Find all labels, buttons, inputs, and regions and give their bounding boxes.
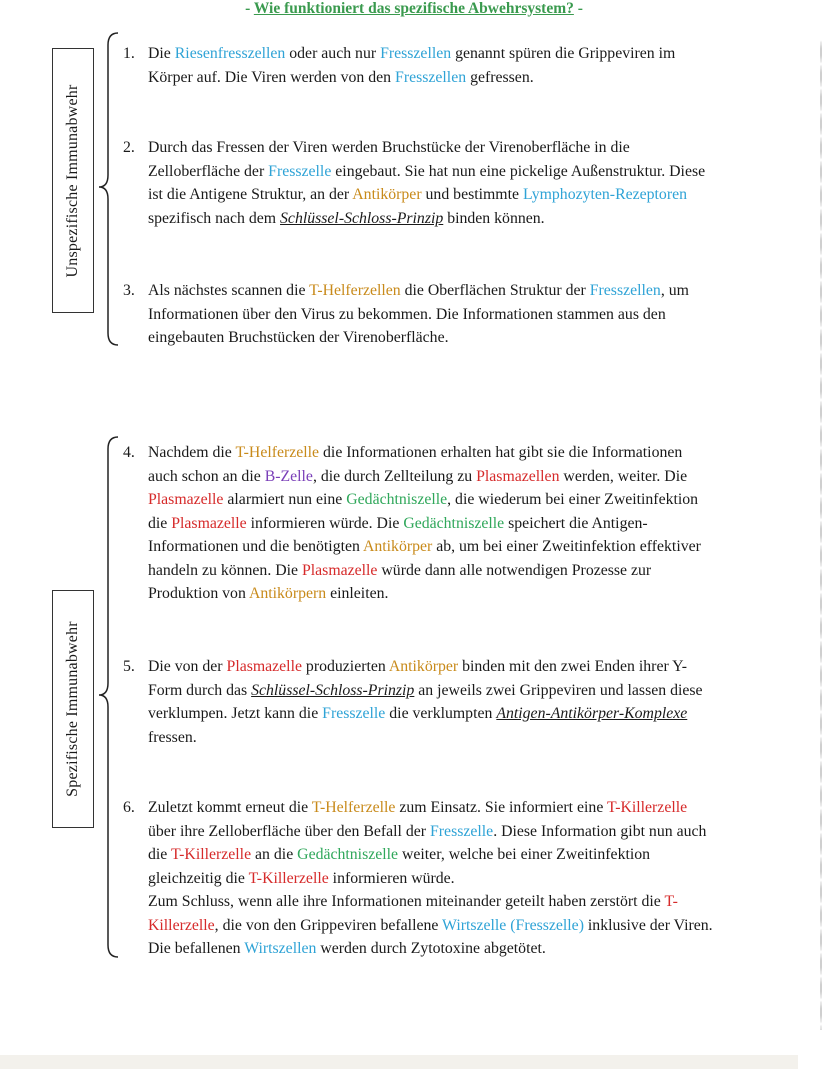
text-run: Zuletzt kommt erneut die [148,799,312,816]
term-blue: Fresszellen [589,282,661,299]
item-number: 5. [123,658,135,675]
term-blue: Fresszellen [395,68,467,86]
text-run: alarmiert nun eine [223,491,347,508]
term-orange: Antikörper [362,538,433,555]
text-run: die Oberflächen Struktur der [400,282,590,299]
item-number: 3. [123,282,135,299]
term-ul: Schlüssel-Schloss-Prinzip [251,681,415,699]
term-red: Plasmazelle [148,491,224,508]
text-run: Die von der [148,658,227,675]
term-blue: Fresszelle [268,162,332,180]
text-run: produzierten [301,658,389,675]
text-run: , um Informationen über den Virus zu bekommen. Die Informationen stammen aus den eingebauten Bruchstücken der Virenoberfläche. [148,282,689,346]
text-run: , die wiederum bei einer Zweitinfektion die [148,491,699,532]
term-green: Gedächtniszelle [346,491,448,508]
text-run: an die [251,846,298,863]
term-blue: Wirtszelle (Fresszelle) [442,916,584,934]
term-orange: T-Helferzellen [309,282,401,299]
text-run: werden, weiter. Die [559,467,688,485]
term-purple: B-Zelle [264,467,313,485]
text-run: einleiten. [326,585,389,602]
text-run: die Informationen erhalten hat gibt sie die Informationen auch schon an die [148,444,683,485]
text-run: Durch das Fressen der Viren werden Bruchstücke der Virenoberfläche in die Zelloberfläche der [148,139,630,180]
text-run: informieren würde. [328,869,455,887]
term-orange: Antikörpern [248,585,327,602]
text-run: binden mit den zwei Enden ihrer Y-Form durch das [148,658,687,699]
text-run: zum Einsatz. Sie informiert eine [395,799,607,816]
text-run: binden können. [443,209,545,227]
term-ul: Antigen-Antikörper-Komplexe [496,705,688,722]
title-text: Wie funktioniert das spezifische Abwehrsystem? [253,0,574,17]
section-label-text: Spezifische Immunabwehr [64,621,81,797]
brace-unspecific [94,30,124,348]
term-red: Plasmazellen [476,467,560,485]
item-number: 6. [123,799,135,816]
text-run: weiter, welche bei einer Zweitinfektion gleichzeitig die [148,846,651,887]
text-run: spezifisch nach dem [148,209,281,227]
term-orange: Antikörper [352,186,422,203]
margin-dots [820,40,822,1030]
text-run: inklusive der Viren. Die befallenen [148,916,713,957]
item-text [148,42,713,89]
term-ul: Schlüssel-Schloss-Prinzip [280,209,444,227]
term-red: T-Killerzelle [170,846,252,863]
text-run: ab, um bei einer Zweitinfektion effektiver handeln zu können. Die [148,538,701,579]
text-run: Zum Schluss, wenn alle ihre Informationen miteinander geteilt haben zerstört die [148,893,665,910]
text-run: über ihre Zelloberfläche über den Befall der [148,822,431,840]
text-run: informieren würde. Die [246,514,404,532]
term-red: Plasmazelle [171,514,247,532]
item-text [148,655,713,749]
brace-specific [94,434,124,960]
term-blue: Riesenfresszellen [174,45,286,62]
text-run: oder auch nur [285,45,381,62]
term-blue: Fresszelle [322,705,386,722]
text-run: würde dann alle notwendigen Prozesse zur Produktion von [148,561,652,602]
text-run: . Diese Information gibt nun auch die [148,822,707,863]
term-blue: Wirtszellen [244,940,317,957]
title-prefix: - [245,0,254,17]
term-green: Gedächtniszelle [297,846,399,863]
text-run: , die durch Zellteilung zu [312,467,477,485]
text-run: eingebaut. Sie hat nun eine pickelige Außenstruktur. Diese ist die Antigene Struktur, an der [148,162,706,203]
term-blue: Fresszellen [380,45,452,62]
text-run: werden durch Zytotoxine abgetötet. [316,940,546,957]
page-title [0,0,828,18]
text-run: Nachdem die [148,444,236,461]
item-number: 2. [123,139,135,156]
term-red: Plasmazelle [226,658,302,675]
term-blue: Fresszelle [430,822,494,840]
text-run: an jeweils zwei Grippeviren und lassen diese verklumpen. Jetzt kann die [148,681,703,722]
term-red: T-Killerzelle [248,869,329,887]
item-text [148,136,713,230]
text-run: , die von den Grippeviren befallene [214,916,443,934]
item-text [148,796,713,961]
term-blue: Lymphozyten-Rezeptoren [522,186,687,203]
term-red: Plasmazelle [301,561,378,579]
item-number: 1. [123,45,135,62]
term-orange: Antikörper [388,658,459,675]
page-bottom-edge [0,1055,798,1069]
text-run: Die [148,45,175,62]
item-number: 4. [123,444,135,461]
text-run: speichert die Antigen-Informationen und die benötigten [148,514,648,555]
text-run: fressen. [148,728,197,746]
text-run: gefressen. [466,68,534,86]
item-text [148,441,713,606]
term-green: Gedächtniszelle [403,514,505,532]
item-text [148,279,713,350]
term-red: T-Killerzelle [607,799,688,816]
section-label-specific [52,590,94,828]
term-red: T-Killerzelle [148,893,678,934]
section-label-unspecific [52,48,94,313]
term-orange: T-Helferzelle [235,444,320,461]
section-label-text: Unspezifische Immunabwehr [64,84,81,277]
term-orange: T-Helferzelle [311,799,396,816]
text-run: und bestimmte [421,186,523,203]
title-suffix: - [573,0,583,17]
text-run: Als nächstes scannen die [148,282,310,299]
text-run: die verklumpten [385,705,497,722]
text-run: genannt spüren die Grippeviren im Körper auf. Die Viren werden von den [148,45,676,86]
